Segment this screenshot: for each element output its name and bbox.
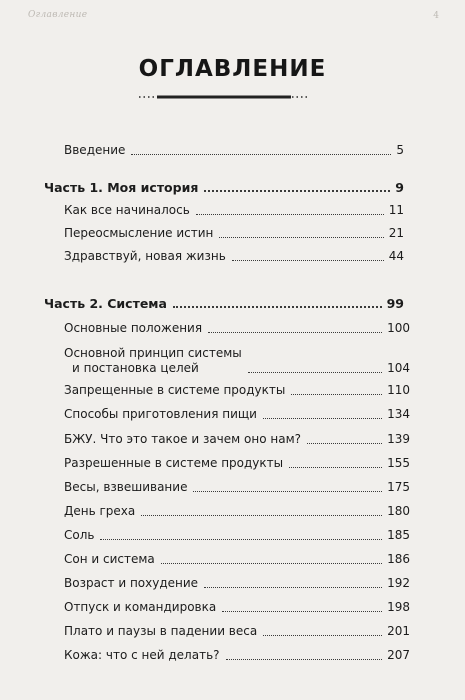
toc-leader-dots xyxy=(204,190,390,192)
toc-entry-label: БЖУ. Что это такое и зачем оно нам? xyxy=(64,432,301,446)
toc-leader-dots xyxy=(289,467,382,468)
toc-part-label: Часть 1. Моя история xyxy=(44,180,199,195)
toc-entry-label: Как все начиналось xyxy=(64,203,190,217)
toc-part-page: 99 xyxy=(386,296,404,311)
toc-leader-dots xyxy=(204,587,382,588)
toc-entry-label: Плато и паузы в падении веса xyxy=(64,624,258,638)
toc-entry-label: Сон и система xyxy=(64,552,155,566)
toc-leader-dots xyxy=(263,635,382,636)
toc-entry-page: 104 xyxy=(387,361,410,375)
toc-entry-label: Запрещенные в системе продукты xyxy=(64,383,286,397)
toc-entry-label: Введение xyxy=(64,143,126,157)
toc-entry-page: 201 xyxy=(387,624,410,638)
toc-entry-label-line: Основной принцип системы xyxy=(64,346,242,360)
toc-leader-dots xyxy=(100,539,382,540)
toc-entry-page: 186 xyxy=(387,552,410,566)
toc-leader-dots xyxy=(208,332,382,333)
toc-entry xyxy=(64,346,410,376)
toc-entry xyxy=(64,624,410,639)
toc-entry-page: 175 xyxy=(387,480,410,494)
toc-leader-dots xyxy=(219,237,383,238)
toc-entry-label: Переосмысление истин xyxy=(64,226,214,240)
toc-entry-label: Разрешенные в системе продукты xyxy=(64,456,284,470)
toc-entry xyxy=(64,226,404,241)
toc-entry-page: 134 xyxy=(387,407,410,421)
toc-entry xyxy=(64,528,410,543)
toc-leader-dots xyxy=(222,611,382,612)
toc-entry xyxy=(64,456,410,471)
toc-entry xyxy=(64,576,410,591)
toc-entry-label: Основные положения xyxy=(64,321,203,335)
toc-entry-page: 180 xyxy=(387,504,410,518)
toc-entry xyxy=(64,249,404,264)
toc-entry-label: Весы, взвешивание xyxy=(64,480,188,494)
toc-entry xyxy=(64,648,410,663)
toc-leader-dots xyxy=(193,491,382,492)
toc-leader-dots xyxy=(307,443,382,444)
toc-entry xyxy=(64,407,410,422)
toc-leader-dots xyxy=(131,154,391,155)
page-title: ОГЛАВЛЕНИЕ xyxy=(138,56,327,82)
page-number: 4 xyxy=(433,11,439,21)
toc-entry-page: 21 xyxy=(388,226,404,240)
toc-entry-label: Здравствуй, новая жизнь xyxy=(64,249,226,263)
toc-entry-label: День греха xyxy=(64,504,136,518)
toc-part-label: Часть 2. Система xyxy=(44,296,167,311)
toc-part-1 xyxy=(44,180,404,195)
toc-entry-page: 198 xyxy=(387,600,410,614)
toc-leader-dots xyxy=(226,659,383,660)
toc-entry-label: Возраст и похудение xyxy=(64,576,199,590)
toc-entry-page: 207 xyxy=(387,648,410,662)
toc-leader-dots xyxy=(173,306,382,308)
toc-entry-page: 192 xyxy=(387,576,410,590)
toc-entry xyxy=(64,432,410,447)
toc-entry-label: Отпуск и командировка xyxy=(64,600,217,614)
toc-entry-page: 44 xyxy=(388,249,404,263)
toc-entry-page: 139 xyxy=(387,432,410,446)
toc-leader-dots xyxy=(196,214,384,215)
toc-leader-dots xyxy=(232,260,384,261)
toc-entry-label: Кожа: что с ней делать? xyxy=(64,648,220,662)
toc-entry-page: 11 xyxy=(388,203,404,217)
toc-part-2 xyxy=(44,296,404,311)
toc-entry-intro xyxy=(64,143,404,158)
toc-entry xyxy=(64,480,410,495)
toc-entry xyxy=(64,504,410,519)
toc-entry-page: 155 xyxy=(387,456,410,470)
toc-entry-label: Способы приготовления пищи xyxy=(64,407,257,421)
toc-entry-label-line: и постановка целей xyxy=(72,361,199,375)
toc-entry-label xyxy=(64,346,242,376)
toc-entry-page: 100 xyxy=(387,321,410,335)
toc-entry xyxy=(64,552,410,567)
toc-entry xyxy=(64,383,410,398)
title-ornament xyxy=(139,93,309,101)
toc-entry xyxy=(64,321,410,336)
toc-leader-dots xyxy=(291,394,382,395)
toc-leader-dots xyxy=(248,372,382,373)
toc-part-page: 9 xyxy=(395,180,404,195)
toc-entry xyxy=(64,600,410,615)
toc-entry-page: 185 xyxy=(387,528,410,542)
toc-leader-dots xyxy=(161,563,382,564)
toc-entry-page: 5 xyxy=(396,143,404,157)
toc-entry-label: Соль xyxy=(64,528,95,542)
toc-leader-dots xyxy=(141,515,382,516)
toc-entry xyxy=(64,203,404,218)
toc-leader-dots xyxy=(263,418,382,419)
running-head: Оглавление xyxy=(28,10,88,20)
toc-entry-page: 110 xyxy=(387,383,410,397)
